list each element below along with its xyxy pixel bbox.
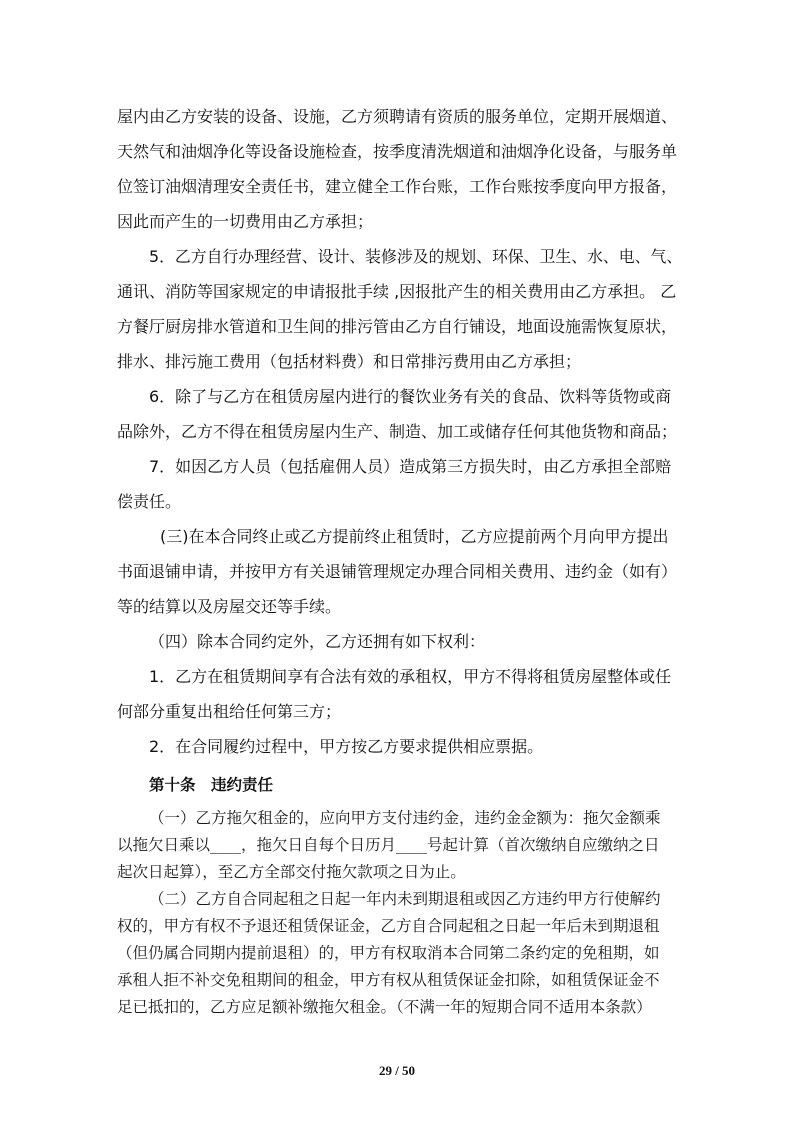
paragraph-line: 足已抵扣的，乙方应足额补缴拖欠租金。（不满一年的短期合同不适用本条款） (117, 998, 652, 1016)
paragraph-line: 因此而产生的一切费用由乙方承担； (117, 212, 374, 231)
paragraph-line: 起次日起算），至乙方全部交付拖欠款项之日为止。 (117, 863, 466, 881)
paragraph-line: 6．除了与乙方在租赁房屋内进行的餐饮业务有关的食品、饮料等货物或商 (149, 387, 672, 406)
paragraph-line: 天然气和油烟净化等设备设施检查，按季度清洗烟道和油烟净化设备，与服务单 (117, 142, 678, 161)
paragraph-line: 品除外，乙方不得在租赁房屋内生产、制造、加工或储存任何其他货物和商品； (117, 422, 678, 441)
paragraph-line: 屋内由乙方安装的设备、设施，乙方须聘请有资质的服务单位，定期开展烟道、 (117, 107, 678, 126)
paragraph-line: 排水、排污施工费用（包括材料费）和日常排污费用由乙方承担； (117, 352, 582, 371)
paragraph-line: 偿责任。 (117, 492, 182, 511)
paragraph-line: （但仍属合同期内提前退租）的，甲方有权取消本合同第二条约定的免租期，如 (117, 944, 660, 962)
paragraph-line: （四）除本合同约定外，乙方还拥有如下权利： (149, 632, 486, 651)
paragraph-line: （二）乙方自合同起租之日起一年内未到期退租或因乙方违约甲方行使解约 (149, 890, 661, 908)
paragraph-line: 权的，甲方有权不予退还租赁保证金，乙方自合同起租之日起一年后未到期退租 (117, 917, 660, 935)
paragraph-line: 位签订油烟清理安全责任书，建立健全工作台账，工作台账按季度向甲方报备， (117, 177, 678, 196)
paragraph-line: (三)在本合同终止或乙方提前终止租赁时，乙方应提前两个月向甲方提出 (160, 527, 669, 546)
section-heading: 第十条 违约责任 (149, 776, 274, 794)
paragraph-line: 2．在合同履约过程中，甲方按乙方要求提供相应票据。 (149, 737, 544, 756)
paragraph-line: （一）乙方拖欠租金的，应向甲方支付违约金，违约金金额为：拖欠金额乘 (149, 809, 661, 827)
paragraph-line: 5．乙方自行办理经营、设计、装修涉及的规划、环保、卫生、水、电、气、 (149, 247, 683, 266)
page-number: 29 / 50 (378, 1063, 416, 1078)
paragraph-line: 1．乙方在租赁期间享有合法有效的承租权，甲方不得将租赁房屋整体或任 (149, 667, 672, 686)
paragraph-line: 书面退铺申请，并按甲方有关退铺管理规定办理合同相关费用、违约金（如有） (117, 562, 678, 581)
paragraph-line: 方餐厅厨房排水管道和卫生间的排污管由乙方自行铺设，地面设施需恢复原状， (117, 317, 678, 336)
paragraph-line: 承租人拒不补交免租期间的租金，甲方有权从租赁保证金扣除，如租赁保证金不 (117, 971, 660, 989)
paragraph-line: 等的结算以及房屋交还等手续。 (117, 597, 342, 616)
paragraph-line: 以拖欠日乘以____，拖欠日自每个日历月____号起计算（首次缴纳自应缴纳之日 (117, 836, 660, 854)
paragraph-line: 通讯、消防等国家规定的申请报批手续 ,因报批产生的相关费用由乙方承担。 乙 (117, 282, 677, 301)
paragraph-line: 何部分重复出租给任何第三方； (117, 702, 342, 721)
paragraph-line: 7．如因乙方人员（包括雇佣人员）造成第三方损失时，由乙方承担全部赔 (149, 457, 672, 476)
